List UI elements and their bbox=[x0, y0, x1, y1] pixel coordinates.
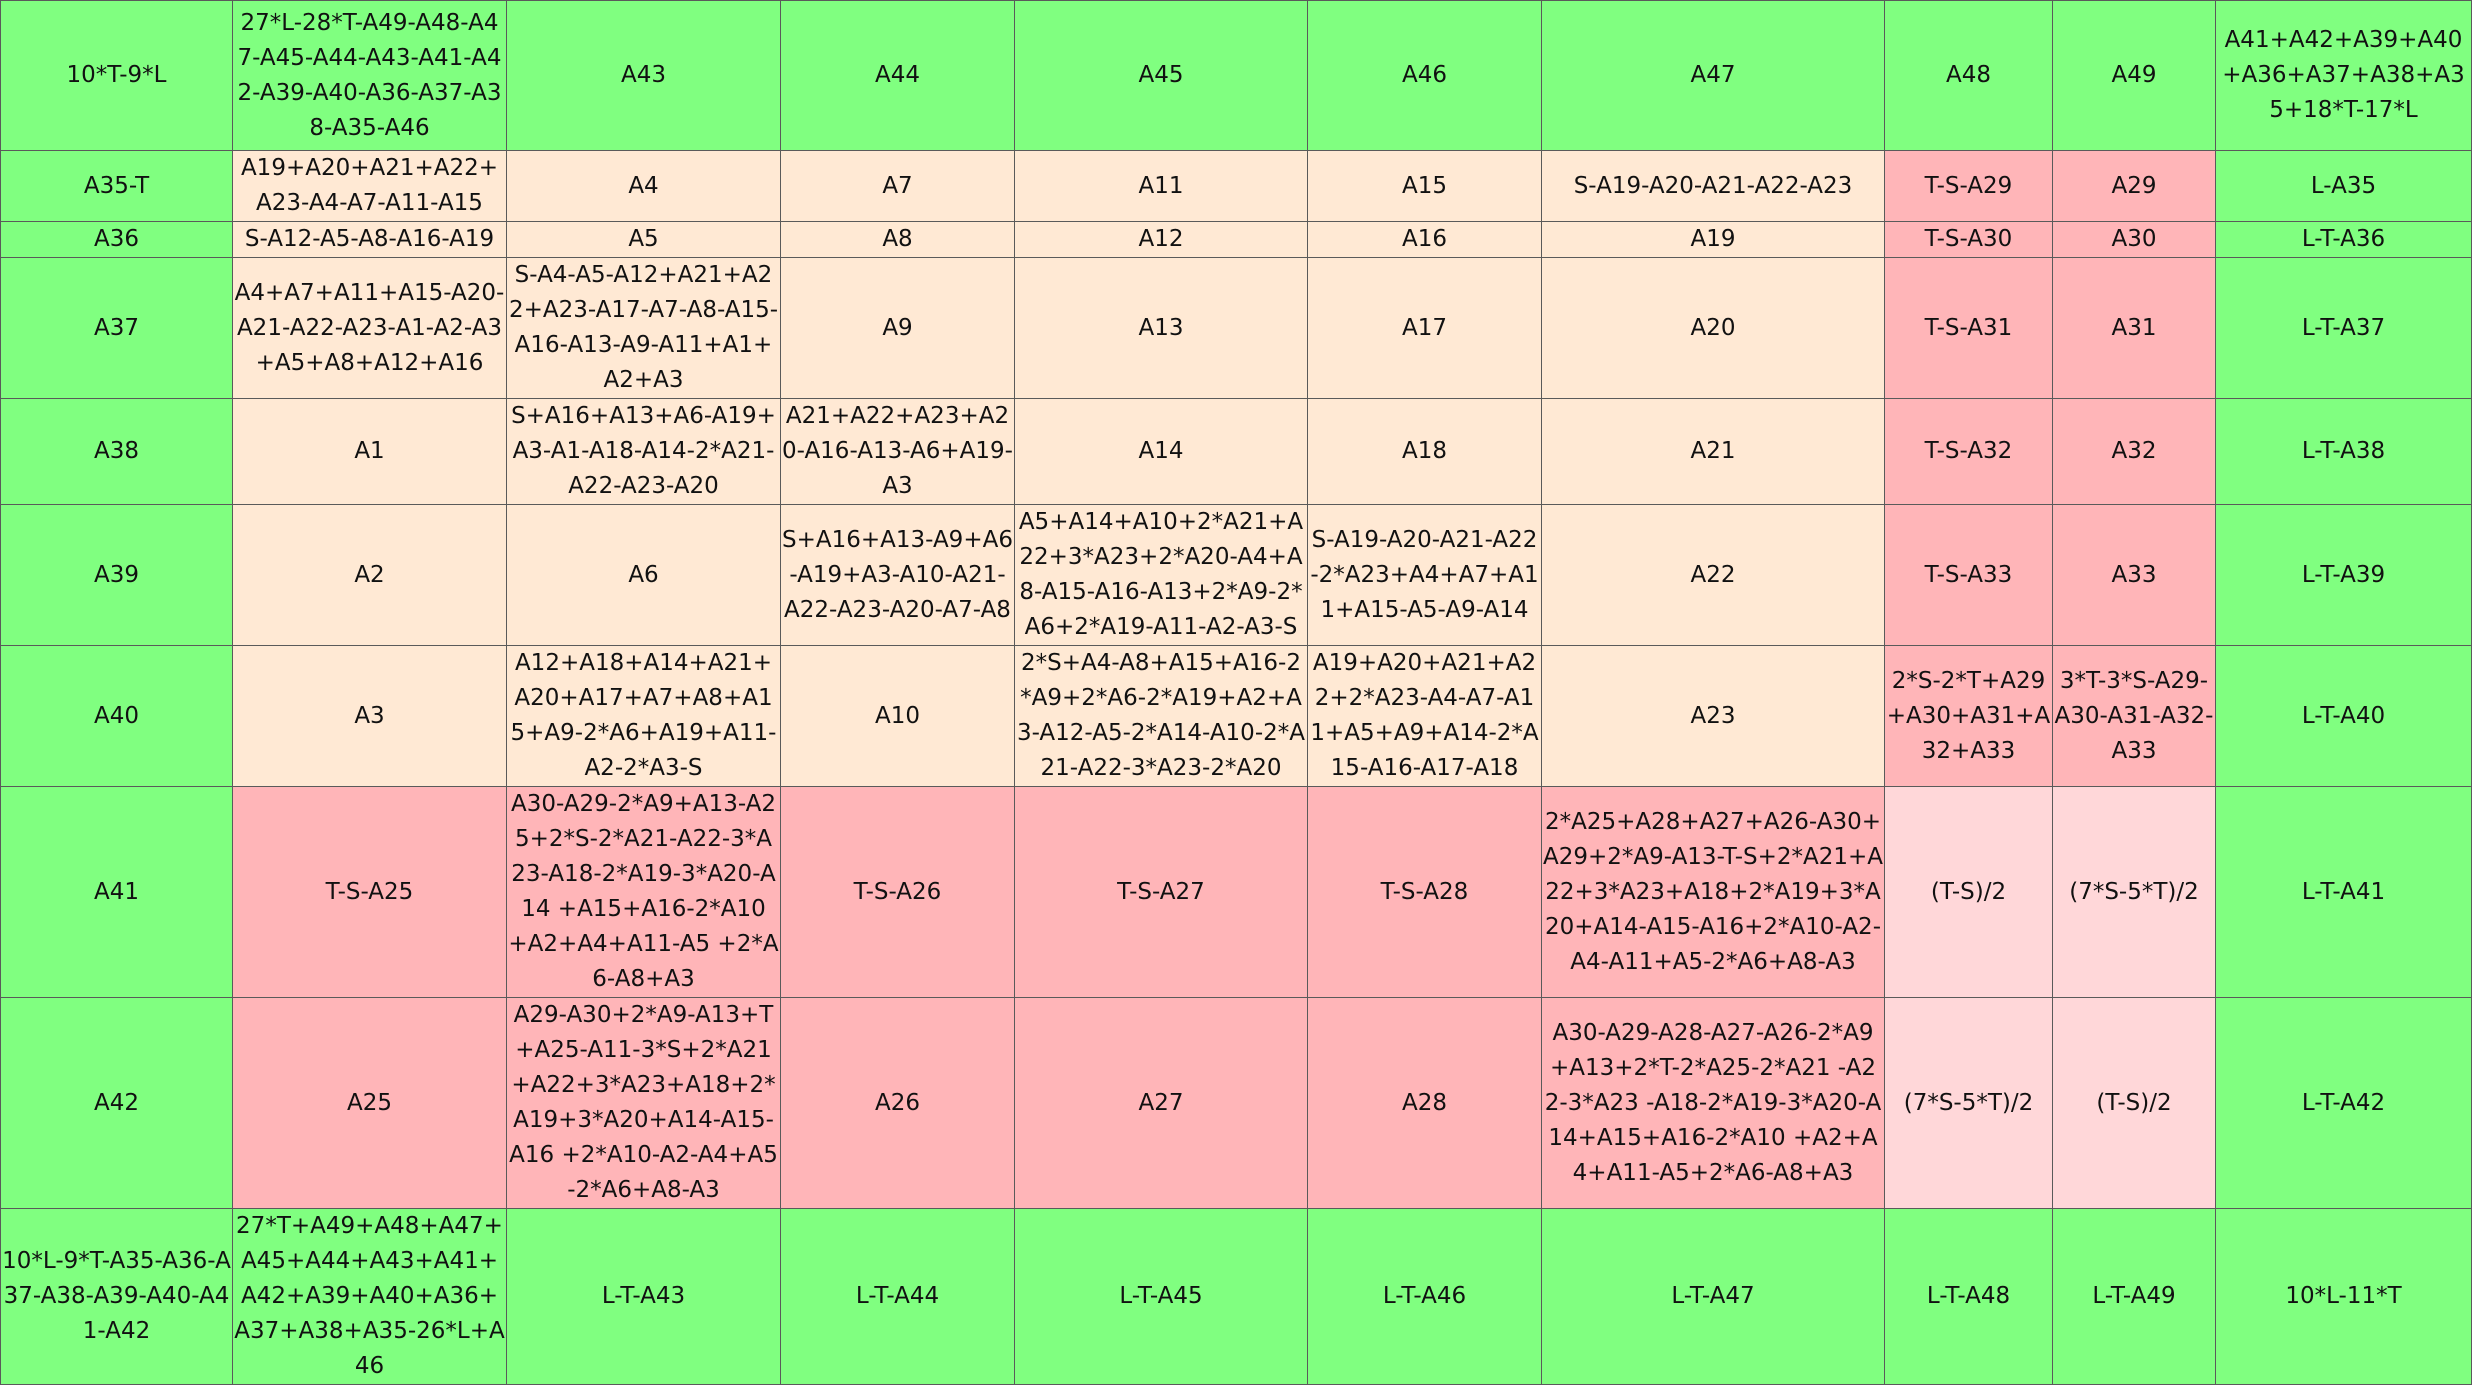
grid-cell[interactable]: A8 bbox=[781, 222, 1015, 258]
grid-cell[interactable]: 3*T-3*S-A29-A30-A31-A32-A33 bbox=[2053, 646, 2216, 787]
grid-cell[interactable]: T-S-A27 bbox=[1015, 787, 1308, 998]
grid-cell[interactable]: A23 bbox=[1542, 646, 1885, 787]
grid-row bbox=[1, 787, 2472, 998]
grid-cell[interactable]: 2*A25+A28+A27+A26-A30+A29+2*A9-A13-T-S+2*A21+A22+3*A23+A18+2*A19+3*A20+A14-A15-A16+2*A10-A2-A4-A11+A5-2*A6+A8-A3 bbox=[1542, 787, 1885, 998]
grid-cell[interactable]: A7 bbox=[781, 151, 1015, 222]
grid-row bbox=[1, 646, 2472, 787]
grid-cell[interactable]: S-A19-A20-A21-A22-A23 bbox=[1542, 151, 1885, 222]
grid-row bbox=[1, 998, 2472, 1209]
grid-cell[interactable]: A29 bbox=[2053, 151, 2216, 222]
grid-cell[interactable]: L-T-A41 bbox=[2216, 787, 2472, 998]
grid-cell[interactable]: A45 bbox=[1015, 1, 1308, 151]
grid-cell[interactable]: A6 bbox=[507, 505, 781, 646]
grid-cell[interactable]: 10*T-9*L bbox=[1, 1, 233, 151]
grid-cell[interactable]: A4+A7+A11+A15-A20-A21-A22-A23-A1-A2-A3+A5+A8+A12+A16 bbox=[233, 258, 507, 399]
grid-row bbox=[1, 1, 2472, 151]
grid-cell[interactable]: L-T-A43 bbox=[507, 1209, 781, 1385]
grid-cell[interactable]: A25 bbox=[233, 998, 507, 1209]
grid-cell[interactable]: A5+A14+A10+2*A21+A22+3*A23+2*A20-A4+A8-A15-A16-A13+2*A9-2*A6+2*A19-A11-A2-A3-S bbox=[1015, 505, 1308, 646]
grid-cell[interactable]: A15 bbox=[1308, 151, 1542, 222]
grid-cell[interactable]: A14 bbox=[1015, 399, 1308, 505]
grid-cell[interactable]: (7*S-5*T)/2 bbox=[1885, 998, 2053, 1209]
grid-cell[interactable]: L-T-A39 bbox=[2216, 505, 2472, 646]
grid-cell[interactable]: A44 bbox=[781, 1, 1015, 151]
grid-cell[interactable]: 2*S-2*T+A29+A30+A31+A32+A33 bbox=[1885, 646, 2053, 787]
grid-cell[interactable]: A17 bbox=[1308, 258, 1542, 399]
grid-cell[interactable]: A30 bbox=[2053, 222, 2216, 258]
grid-cell[interactable]: S-A19-A20-A21-A22-2*A23+A4+A7+A11+A15-A5-A9-A14 bbox=[1308, 505, 1542, 646]
grid-cell[interactable]: S-A12-A5-A8-A16-A19 bbox=[233, 222, 507, 258]
grid-cell[interactable]: A12+A18+A14+A21+A20+A17+A7+A8+A15+A9-2*A6+A19+A11-A2-2*A3-S bbox=[507, 646, 781, 787]
grid-cell[interactable]: T-S-A32 bbox=[1885, 399, 2053, 505]
grid-cell[interactable]: A19+A20+A21+A22+A23-A4-A7-A11-A15 bbox=[233, 151, 507, 222]
grid-cell[interactable]: L-T-A36 bbox=[2216, 222, 2472, 258]
grid-cell[interactable]: 2*S+A4-A8+A15+A16-2*A9+2*A6-2*A19+A2+A3-A12-A5-2*A14-A10-2*A21-A22-3*A23-2*A20 bbox=[1015, 646, 1308, 787]
grid-cell[interactable]: T-S-A31 bbox=[1885, 258, 2053, 399]
grid-cell[interactable]: L-A35 bbox=[2216, 151, 2472, 222]
grid-cell[interactable]: A48 bbox=[1885, 1, 2053, 151]
grid-cell[interactable]: A27 bbox=[1015, 998, 1308, 1209]
grid-cell[interactable]: A28 bbox=[1308, 998, 1542, 1209]
grid-cell[interactable]: 10*L-9*T-A35-A36-A37-A38-A39-A40-A41-A42 bbox=[1, 1209, 233, 1385]
grid-cell[interactable]: A41 bbox=[1, 787, 233, 998]
grid-cell[interactable]: A42 bbox=[1, 998, 233, 1209]
grid-cell[interactable]: T-S-A25 bbox=[233, 787, 507, 998]
grid-cell[interactable]: A31 bbox=[2053, 258, 2216, 399]
grid-cell[interactable]: A26 bbox=[781, 998, 1015, 1209]
grid-cell[interactable]: A41+A42+A39+A40+A36+A37+A38+A35+18*T-17*L bbox=[2216, 1, 2472, 151]
grid-cell[interactable]: A38 bbox=[1, 399, 233, 505]
grid-row bbox=[1, 399, 2472, 505]
grid-cell[interactable]: A37 bbox=[1, 258, 233, 399]
grid-cell[interactable]: L-T-A42 bbox=[2216, 998, 2472, 1209]
grid-cell[interactable]: A22 bbox=[1542, 505, 1885, 646]
grid-cell[interactable]: L-T-A46 bbox=[1308, 1209, 1542, 1385]
grid-cell[interactable]: L-T-A49 bbox=[2053, 1209, 2216, 1385]
grid-cell[interactable]: A40 bbox=[1, 646, 233, 787]
grid-cell[interactable]: L-T-A45 bbox=[1015, 1209, 1308, 1385]
grid-cell[interactable]: A16 bbox=[1308, 222, 1542, 258]
grid-cell[interactable]: T-S-A29 bbox=[1885, 151, 2053, 222]
grid-cell[interactable]: 27*L-28*T-A49-A48-A47-A45-A44-A43-A41-A42-A39-A40-A36-A37-A38-A35-A46 bbox=[233, 1, 507, 151]
grid-cell[interactable]: A35-T bbox=[1, 151, 233, 222]
grid-cell[interactable]: T-S-A28 bbox=[1308, 787, 1542, 998]
grid-cell[interactable]: A19 bbox=[1542, 222, 1885, 258]
grid-cell[interactable]: T-S-A33 bbox=[1885, 505, 2053, 646]
grid-cell[interactable]: A43 bbox=[507, 1, 781, 151]
grid-row bbox=[1, 222, 2472, 258]
grid-body bbox=[1, 1, 2472, 1385]
grid-cell[interactable]: A3 bbox=[233, 646, 507, 787]
grid-cell[interactable]: T-S-A30 bbox=[1885, 222, 2053, 258]
grid-cell[interactable]: A10 bbox=[781, 646, 1015, 787]
grid-cell[interactable]: A29-A30+2*A9-A13+T+A25-A11-3*S+2*A21+A22+3*A23+A18+2*A19+3*A20+A14-A15-A16 +2*A10-A2-A4+A5-2*A6+A8-A3 bbox=[507, 998, 781, 1209]
grid-cell[interactable]: T-S-A26 bbox=[781, 787, 1015, 998]
grid-row bbox=[1, 151, 2472, 222]
grid-cell[interactable]: L-T-A47 bbox=[1542, 1209, 1885, 1385]
grid-cell[interactable]: A30-A29-2*A9+A13-A25+2*S-2*A21-A22-3*A23-A18-2*A19-3*A20-A14 +A15+A16-2*A10 +A2+A4+A11-A5 +2*A6-A8+A3 bbox=[507, 787, 781, 998]
grid-cell[interactable]: 27*T+A49+A48+A47+A45+A44+A43+A41+A42+A39+A40+A36+A37+A38+A35-26*L+A46 bbox=[233, 1209, 507, 1385]
grid-cell[interactable]: (T-S)/2 bbox=[2053, 998, 2216, 1209]
grid-cell[interactable]: A20 bbox=[1542, 258, 1885, 399]
grid-cell[interactable]: A13 bbox=[1015, 258, 1308, 399]
grid-cell[interactable]: S+A16+A13+A6-A19+A3-A1-A18-A14-2*A21-A22-A23-A20 bbox=[507, 399, 781, 505]
grid-cell[interactable]: A46 bbox=[1308, 1, 1542, 151]
grid-cell[interactable]: A5 bbox=[507, 222, 781, 258]
grid-cell[interactable]: A32 bbox=[2053, 399, 2216, 505]
grid-row bbox=[1, 258, 2472, 399]
grid-cell[interactable]: A49 bbox=[2053, 1, 2216, 151]
grid-row bbox=[1, 1209, 2472, 1385]
grid-cell[interactable]: L-T-A38 bbox=[2216, 399, 2472, 505]
grid-cell[interactable]: A39 bbox=[1, 505, 233, 646]
grid-cell[interactable]: S-A4-A5-A12+A21+A22+A23-A17-A7-A8-A15-A16-A13-A9-A11+A1+A2+A3 bbox=[507, 258, 781, 399]
grid-cell[interactable]: L-T-A48 bbox=[1885, 1209, 2053, 1385]
grid-cell[interactable]: A4 bbox=[507, 151, 781, 222]
grid-cell[interactable]: A12 bbox=[1015, 222, 1308, 258]
grid-cell[interactable]: L-T-A37 bbox=[2216, 258, 2472, 399]
grid-cell[interactable]: A18 bbox=[1308, 399, 1542, 505]
grid-cell[interactable]: A9 bbox=[781, 258, 1015, 399]
grid-cell[interactable]: A19+A20+A21+A22+2*A23-A4-A7-A11+A5+A9+A14-2*A15-A16-A17-A18 bbox=[1308, 646, 1542, 787]
grid-row bbox=[1, 505, 2472, 646]
grid-cell[interactable]: A36 bbox=[1, 222, 233, 258]
grid-cell[interactable]: A1 bbox=[233, 399, 507, 505]
grid-cell[interactable]: L-T-A40 bbox=[2216, 646, 2472, 787]
grid-cell[interactable]: A47 bbox=[1542, 1, 1885, 151]
grid-cell[interactable]: (7*S-5*T)/2 bbox=[2053, 787, 2216, 998]
grid-cell[interactable]: S+A16+A13-A9+A6-A19+A3-A10-A21-A22-A23-A20-A7-A8 bbox=[781, 505, 1015, 646]
grid-cell[interactable]: 10*L-11*T bbox=[2216, 1209, 2472, 1385]
grid-cell[interactable]: A21 bbox=[1542, 399, 1885, 505]
grid-cell[interactable]: L-T-A44 bbox=[781, 1209, 1015, 1385]
grid-cell[interactable]: A2 bbox=[233, 505, 507, 646]
grid-cell[interactable]: A30-A29-A28-A27-A26-2*A9+A13+2*T-2*A25-2*A21 -A22-3*A23 -A18-2*A19-3*A20-A14+A15+A16-2*A10 +A2+A4+A11-A5+2*A6-A8+A3 bbox=[1542, 998, 1885, 1209]
grid-cell[interactable]: A21+A22+A23+A20-A16-A13-A6+A19-A3 bbox=[781, 399, 1015, 505]
grid-cell[interactable]: A33 bbox=[2053, 505, 2216, 646]
grid-cell[interactable]: (T-S)/2 bbox=[1885, 787, 2053, 998]
grid-cell[interactable]: A11 bbox=[1015, 151, 1308, 222]
